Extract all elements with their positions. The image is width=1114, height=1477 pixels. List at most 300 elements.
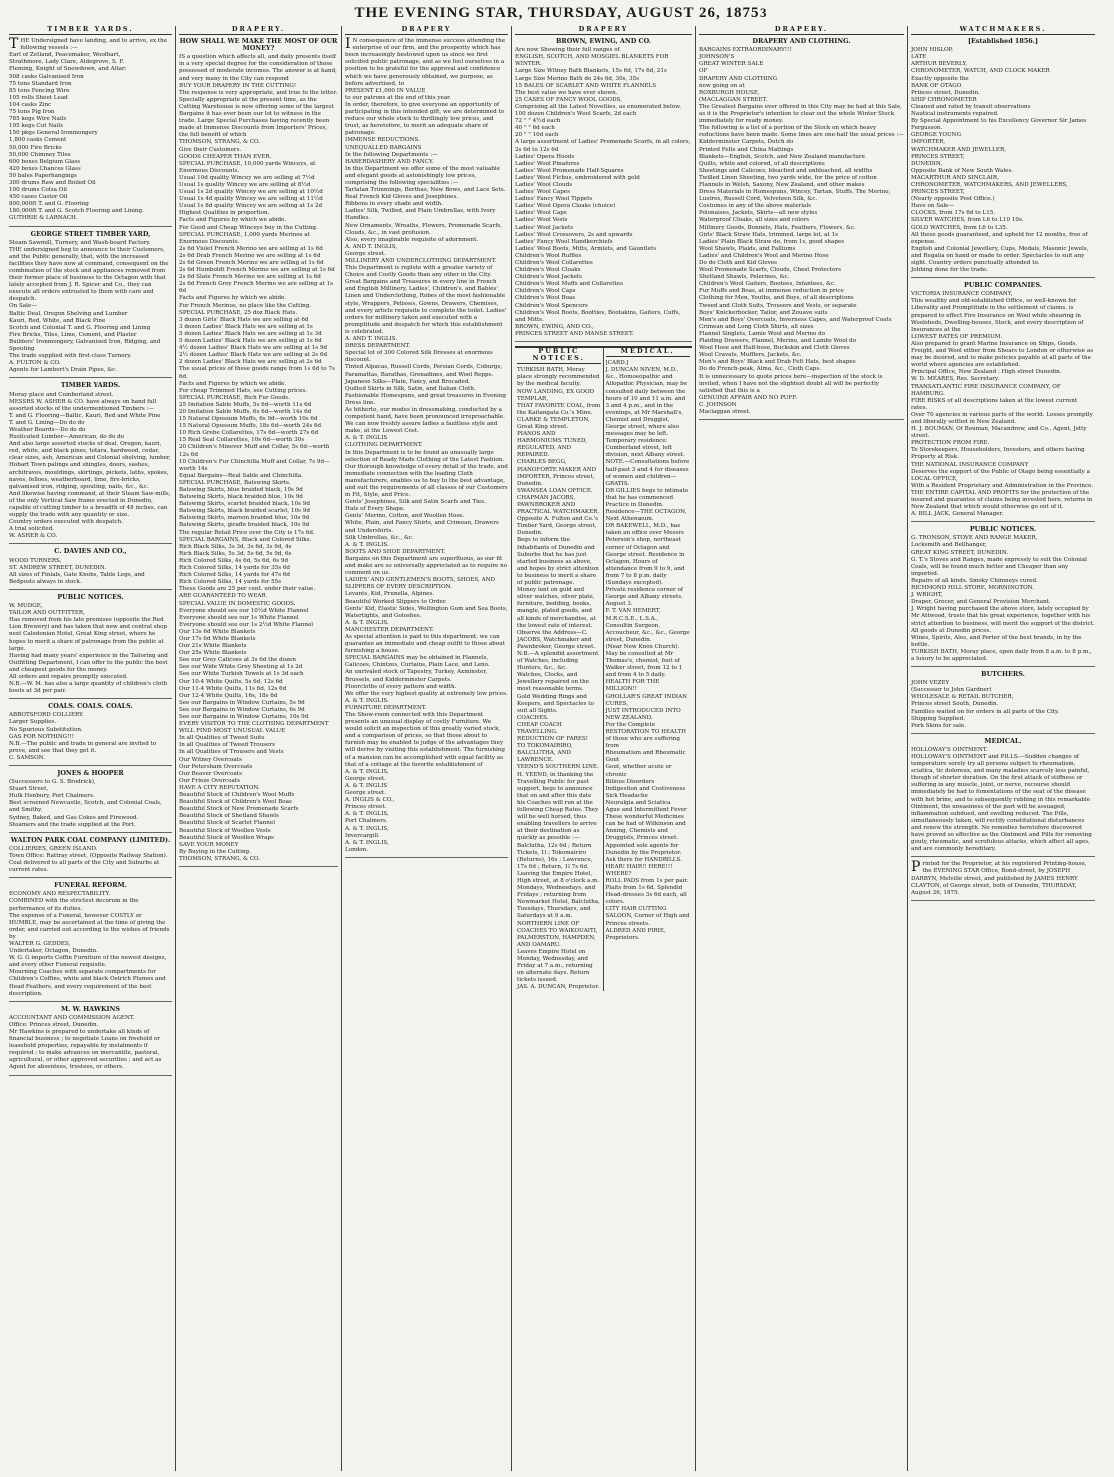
ad-text: Batswing Skirts, black braided blue, 10s 9d bbox=[179, 494, 303, 501]
ad-text: Our Petersham Overcoats bbox=[179, 763, 253, 770]
ad-text: JOHN HISLOP, bbox=[911, 47, 954, 54]
ad-text: Port Chalmers. bbox=[345, 818, 388, 825]
notice-text: Consultin Surgeon, Accoucheur, &c., &c., George street, Dunedin. bbox=[605, 622, 690, 643]
ad-text: Gents' Merino, Cotton, and Woollen Hose. bbox=[345, 513, 465, 520]
column-4 bbox=[512, 26, 696, 1471]
ad-text: ABBOTSFORD COLLIERY. bbox=[9, 712, 84, 719]
ad-text: T. and G. Lining—Do do do bbox=[9, 419, 85, 426]
ad-text: A. AND T. INGLIS, bbox=[345, 243, 398, 250]
ad-text: SPECIAL BARGAINS, Black and Colored Silks. bbox=[179, 536, 312, 543]
ad-text: Steamers and the trade supplied at the Port. bbox=[9, 821, 136, 828]
ad-title: PUBLIC NOTICES. bbox=[969, 525, 1037, 534]
ad-text: GREAT KING STREET, DUNEDIN. bbox=[911, 549, 1009, 556]
ad-text: CLOTHING DEPARTMENT. bbox=[345, 442, 423, 449]
ad-text: to our patrons at the end of this year. bbox=[345, 94, 451, 101]
ad-text: Families waited on for orders in all parts of the City. bbox=[911, 708, 1060, 715]
ad-text: SHIP CHRONOMETER bbox=[911, 96, 977, 103]
ad-title: PUBLIC NOTICES. bbox=[57, 592, 124, 601]
ad-text: SPECIAL PURCHASE, 1,000 yards Merinos at Enormous Discounts. bbox=[179, 231, 310, 245]
ad-text: 2 dozen Ladies' Black Hats we are selling at 2s 6d bbox=[179, 359, 322, 366]
ad-text: SPECIAL VALUE IN DOMESTIC GOODS. bbox=[179, 600, 296, 607]
ad-text: 3 dozen Ladies' Black Hats we are selling at 1s bbox=[179, 323, 313, 330]
ad-text: Our 11-4 White Quilts, 11s 6d, 12s 6d bbox=[179, 685, 287, 692]
public-heading: PUBLIC NOTICES. bbox=[517, 348, 601, 364]
ad-text: Are now Showing their full ranges of bbox=[515, 47, 620, 54]
ad-text: Children's Wool Collarettes bbox=[515, 260, 593, 266]
ad-text: Batswing Skirts, giraffe braided black, 10s 9d bbox=[179, 522, 310, 529]
ad-text: Give their Customers. bbox=[179, 146, 242, 153]
ad-text: PRINCES STREET AND MANSE STREET. bbox=[515, 330, 634, 337]
ad-text: A. BILL JACK, General Manager. bbox=[911, 511, 1004, 518]
ad-text: Undertaker, Octagon, Dunedin. bbox=[9, 948, 98, 955]
ad-text: ST. ANDREW STREET, DUNEDIN. bbox=[9, 564, 107, 571]
ad-title: PUBLIC COMPANIES. bbox=[964, 281, 1042, 290]
ad-text: 25 Imitation Sable Muffs, 5s 6d—worth 11s 6d bbox=[179, 401, 312, 408]
ad-text: 150 pkgs General Ironmongery bbox=[9, 130, 98, 137]
ad-text: ECONOMY AND RESPECTABILITY. bbox=[9, 891, 111, 898]
ad-text: Rusticated Lumber—American, do do do bbox=[9, 434, 125, 441]
ad-text: 20 " " 10d each bbox=[515, 132, 559, 139]
ad-text: Wool Cravats, Mufflers, Jackets, &c. bbox=[699, 352, 802, 359]
advertisement bbox=[9, 231, 172, 379]
ad-text: W. ASHER & CO. bbox=[9, 533, 58, 540]
ad-text: 2s 6d French Grey French Merino we are selling at 1s 6d bbox=[179, 281, 334, 295]
ad-text: MACARTHUR AND SINCLAIR, bbox=[911, 174, 999, 181]
ad-text: HABERDASHERY AND FANCY. bbox=[345, 158, 434, 165]
ad-text: The usual prices of these goods range from 1s 6d to 7s 6d. bbox=[179, 366, 335, 380]
notice-text: May be consulted at Mr Thomas's, chemist, foot of Walker street, from 12 to 1 and from 4 to 5 daily. bbox=[605, 650, 683, 679]
ad-text: Princes street South, Dunedin. bbox=[911, 701, 999, 708]
ad-title: BUTCHERS. bbox=[981, 670, 1025, 679]
ad-text: And likewise having command, at their Steam Saw-mills, of the only Vertical Saw frame erected in Dunedin, capable of cutting timber to a breadth of 48 inches, can supply the trade with any quantity or size. bbox=[9, 490, 171, 519]
ad-text: WATCHMAKER AND JEWELLER, bbox=[911, 146, 1006, 153]
ad-text: LOCAL OFFICE, bbox=[911, 475, 958, 482]
ad-text: A. FULTON & CO. bbox=[9, 360, 61, 367]
ad-text: Nautical instruments repaired. bbox=[911, 111, 999, 118]
ad-text: 20 Children's Minever Muff and Collar, 5s 6d—worth 12s 6d bbox=[179, 444, 330, 458]
notice-text: THAT FAVORITE COAL, from the Kaitangata Co.'s Mine. bbox=[517, 402, 601, 416]
ad-text: To Storekeepers, Householders, Investors, and others having Property at Risk. bbox=[911, 447, 1085, 461]
notice-text: Gold Wedding Rings and Keepers, and Spectacles to suit all Sights. bbox=[517, 693, 594, 714]
ad-title: FUNERAL REFORM. bbox=[54, 881, 127, 890]
ad-text: 2s 6d Humboldt French Merino we are selling at 1s 6d bbox=[179, 267, 335, 274]
ad-text: Do do Cloth and Kid Gloves bbox=[699, 260, 778, 266]
ad-text: The Greatest Bargains ever offered in this City may be had at this Sale, as it is the Proprietor's intention to clear out the whole Winter Stock immediately for ready money. bbox=[699, 103, 902, 125]
ad-text: Beautiful Worked Slippers to Order. bbox=[345, 598, 447, 605]
ad-text: Gents' Josephines, Silk and Satin Scarfs and Ties. bbox=[345, 499, 486, 506]
column-heading: DRAPERY. bbox=[179, 26, 338, 35]
ad-text: GENUINE AFFAIR AND NO PUFF. bbox=[699, 394, 798, 401]
masthead-title: THE EVENING STAR, THURSDAY, AUGUST 26, 1875 bbox=[354, 4, 760, 21]
ad-text: Printed for the Proprietor, at his registered Printing-house, the EVENING STAR Office, Bond-street, by JOSEPH DARBYN, Melville street, and published by JAMES HENRY CLAYTON, of George street, both of Dunedin, THURSDAY, August 26, 1875. bbox=[911, 859, 1087, 896]
notice-text: JUST INTRODUCED INTO NEW ZEALAND. bbox=[605, 707, 681, 721]
ad-text: Batswing Skirts, black braided scarlet, 10s 9d bbox=[179, 508, 310, 515]
ad-text: 15 Natural Opossum Muffs, 6s 9d—worth 10s 6d bbox=[179, 416, 318, 423]
notice-text: CITY HAIR CUTTING SALOON, Corner of High and Princes streets. bbox=[605, 906, 690, 927]
notice-text: DR BAKEWELL, M.D., has taken an office over Messrs Peterson's shop, northeast corner of Octagon and George street. Residence in Octagon. Hours of attendance from 9 to 9, and from 7 to 8 p.m. daily (Sundays excepted). bbox=[605, 523, 685, 587]
ad-text: TAILOR AND OUTFITTER, bbox=[9, 610, 85, 617]
ad-text: By Special Appointment to his Excellency Governor Sir James Fergusson. bbox=[911, 118, 1087, 132]
ad-text: FIRE RISKS of all descriptions taken at the lowest current rates. bbox=[911, 397, 1078, 411]
ad-text: HAVE A CITY REPUTATION. bbox=[179, 784, 260, 791]
ad-text: SPECIAL BARGAINS may be obtained in Flannels, Calicoes, Chintzes, Curtains, Plain Lace, and Leno. bbox=[345, 655, 490, 669]
ad-text: 75 tons Pig Iron bbox=[9, 109, 55, 116]
ad-text: Ladies' Fancy Wool Tippets bbox=[515, 196, 593, 203]
ad-text: Mr Hawkins is prepared to undertake all kinds of financial business ; to negotiate Loans on freehold or leasehold properties, repayable by instalments if required ; to make advances on mercantile, pastoral, agricultural, or other approved securities ; and act as Agent for absentees, trustees, or others. bbox=[9, 1029, 162, 1071]
ad-text: 100 dozen Children's Wool Scarfs, 2d each bbox=[515, 111, 637, 118]
ad-text: Large Size Witney Bath Blankets, 15s 6d, 17s 6d, 21s bbox=[515, 68, 667, 75]
ad-text: Ladies' Wool Fichus, embroidered with gold bbox=[515, 174, 640, 181]
notice-text: Ague and Intermittent Fever bbox=[605, 807, 687, 814]
ad-text: This wealthy and old-established Office, so well-known for Liberality and Promptitude in the settlement of claims, is prepared to effect Fire Insurance on Wool while shearing in Woolsheds, Dwelling-houses, Stock, and every description of Insurances at the bbox=[911, 298, 1084, 333]
ad-text: THOMSON, STRANG, & CO. bbox=[179, 139, 261, 146]
ad-text: Hats of Every Shape. bbox=[345, 506, 405, 513]
notice-text: Gout, whether acute or chronic bbox=[605, 764, 672, 778]
ad-text: Tarlatan Trimmings, Berthas, New Bows, and Lace Sets. bbox=[345, 187, 506, 194]
ad-text: THE ENTIRE CAPITAL AND PROFITS for the protection of the insured and guarantee of claims being invested here, returns in New Zealand that which would otherwise go out of it. bbox=[911, 489, 1093, 511]
notice-text: DR GILLIES begs to intimate that he has commenced Practice in Dunedin. bbox=[605, 487, 689, 508]
ad-text: Polonaises, Jackets, Skirts—all new styles bbox=[699, 210, 818, 217]
advertisement bbox=[699, 38, 904, 420]
notice-text: SWANSEA LOAN OFFICE. bbox=[517, 487, 593, 494]
ad-text: ACCOUNTANT AND COMMISSION AGENT. bbox=[9, 1014, 135, 1021]
ad-text: 420 boxes Chances Glass bbox=[9, 165, 81, 172]
ad-text: In all Qualities of Tweed Suits bbox=[179, 735, 265, 742]
ad-text: Flannel Singlets, Lamie Wool and Merino do bbox=[699, 330, 826, 337]
column-heading: DRAPERY bbox=[515, 26, 692, 35]
ad-text: W. G. G imports Coffin Furniture of the newest designs, and every other Funeral requisite. bbox=[9, 955, 167, 969]
ad-text: GEORGE YOUNG bbox=[911, 132, 962, 139]
ad-text: Maclaggan street. bbox=[699, 408, 751, 415]
ad-text: GAS FOR NOTHING!!! bbox=[9, 733, 74, 740]
ad-text: The following is a list of a portion of the Stock on which heavy reductions have been made. Some lines are one-half the usual prices :— bbox=[699, 125, 904, 139]
ad-text: OF bbox=[699, 68, 708, 75]
ad-text: Sydney, Baked, and Gas Cokes and Firewood. bbox=[9, 814, 139, 821]
notice-text: CHEAP COACH TRAVELLING. bbox=[517, 721, 562, 735]
ad-text: FURNITURE DEPARTMENT. bbox=[345, 704, 427, 711]
ad-text: Rich Colored Silks, 14 yards for 55s bbox=[179, 579, 282, 586]
notice-text: ALDRED AND PIRIE, Proprietors. bbox=[605, 927, 666, 941]
medical-section bbox=[604, 348, 693, 991]
ad-text: 2s 6d Green French Merino we are selling at 1s 6d bbox=[179, 260, 324, 266]
notice-text: Opposite A. Fulton and Co.'s Timber Yard, George street, Dunedin. bbox=[517, 516, 599, 537]
ad-text: IN consequence of the immense success attending the enterprise of our firm, and the prosperity which has been increasingly bestowed upon us since we first solicited public patronage, and as we feel ourselves in a position to be grateful for the approval and confidence which we have generously obtained, we purpose, as before advertised, to bbox=[345, 36, 506, 87]
ad-text: Ladies' Wool Opera Cloaks (choice) bbox=[515, 203, 616, 210]
ad-text: WILL FIND MOST UNUSUAL VALUE bbox=[179, 728, 286, 735]
notice-text: N.B.—A splendid assortment of Watches, including Hunters, &c., &c. bbox=[517, 650, 599, 672]
ad-text: No Spurious Substitution. bbox=[9, 726, 83, 733]
ad-text: Millinery Goods, Bonnets, Hats, Feathers, Flowers, &c. bbox=[699, 224, 856, 231]
ad-text: TURKISH BATH, Moray place, open daily from 8 a.m. to 8 p.m., a luxury to be appreciated. bbox=[911, 648, 1092, 662]
ad-text: 800,000ft T. and G. Flooring bbox=[9, 201, 89, 208]
ad-text: Fleming, Knight of Snowdown, and Altar: bbox=[9, 66, 127, 73]
ad-text: Usual 1s 4d quality Wincey we are selling at 11½d bbox=[179, 196, 323, 203]
advertisement bbox=[911, 671, 1095, 734]
ad-text: 85 tons Fencing Wire bbox=[9, 87, 70, 94]
ad-text: Ladies' and Children's Wool and Merino Hose bbox=[699, 252, 829, 259]
ad-text: The regular Retail Price over the City is 17s 6d. bbox=[179, 529, 315, 536]
notice-text: Watches, Clocks, and Jewellery repaired on the most reasonable terms. bbox=[517, 672, 590, 693]
notice-text: NORTHERN LINE OF COACHES TO WAIKOUAITI, PALMERSTON, HAMPDEN, AND OAMARU. bbox=[517, 920, 598, 948]
notice-text: Residence—THE OCTAGON, Next Athenæum. bbox=[605, 509, 687, 523]
ad-text: TRANSATLANTIC FIRE INSURANCE COMPANY, OF HAMBURG. bbox=[911, 383, 1061, 397]
notice-text: JAS. A. DUNCAN, Proprietor. bbox=[517, 984, 600, 991]
ad-text: Usual 1s 2d quality Wincey we are selling at 10½d bbox=[179, 189, 323, 196]
ad-text: Men's and Boys' Black and Drab Felt Hats, best shapes bbox=[699, 359, 856, 366]
ad-text: Our 17s 6d White Blankets bbox=[179, 635, 256, 642]
ad-text: Flannels in Welsh, Saxony, New Zealand, and other makes bbox=[699, 181, 865, 188]
ad-text: Usual 1s 8d quality Wincey we are selling at 1s 2d bbox=[179, 203, 323, 210]
ad-text: 4½ dozen Ladies' Black Hats we are selling at 1s 9d bbox=[179, 345, 328, 352]
ad-text: BUY YOUR DRAPERY IN THE CUTTING! bbox=[179, 82, 297, 89]
notice-text: Bilious Disorders bbox=[605, 778, 655, 785]
notice-text: CHARLES BEGG, PIANOFORTE MAKER AND IMPORTER, Princes street, Dunedin. bbox=[517, 459, 597, 487]
ad-text: Exactly opposite the bbox=[911, 75, 969, 82]
notice-text: H. YEEND, in thanking the Travelling Public for past support, begs to announce that on and after this date his Coaches will run at the following Cheap Rates. They will be well horsed, thus enabling travellers to arrive at their destination as quickly as possible :—Balclutha, 12s 6d ; Return Tickets, 1l ; Tokomairiro (Returns), 16s ; Lawrence, 17s 6d ; Return, 1l 7s 6d. bbox=[517, 771, 599, 870]
ad-text: 25 CASES OF FANCY WOOL GOODS, bbox=[515, 96, 623, 103]
notice-text: Appointed sole agents for Dunedin by the Proprietor. bbox=[605, 842, 682, 856]
ad-text: For cheap Trimmed Hats, see Cutting prices. bbox=[179, 387, 308, 394]
ad-text: Princes street, Dunedin. bbox=[911, 89, 980, 96]
ad-text: Ladies' Wool Promenade Half-Squares bbox=[515, 167, 624, 174]
ad-text: C. JOHNSON bbox=[699, 401, 737, 408]
ad-text: Moray place and Cumberland street. bbox=[9, 391, 114, 398]
ad-text: DRAPERY AND CLOTHING bbox=[699, 75, 778, 82]
ad-text: Rich Black Silks, 5s 3d, 5s 6d, 5s 9d, 6s bbox=[179, 550, 292, 557]
page-number: 3 bbox=[760, 5, 768, 20]
column-2 bbox=[176, 26, 342, 1471]
ad-text: CHRONOMETER, WATCHMAKERS, AND JEWELLERS, bbox=[911, 181, 1068, 188]
ad-text: H. J. BOUMAN, Of Bouman, Macandrew, and Co., Agent, Jetty street. bbox=[911, 426, 1087, 440]
ad-text: In all Qualities of Trousers and Vests bbox=[179, 749, 284, 756]
ad-text: 2s 6d Slate French Merino we are selling at 1s 6d bbox=[179, 274, 321, 281]
notice-text: J. DUNCAN NIVEN, M.D., &c., Homoeopathic and Allopathic Physician, may be consulted daily between the hours of 10 and 11 a.m. and 3 and 4 p.m., and in the evenings, at Mr Marshall's, Chemist and Druggist, George street, where also messages may be left. Temporary residence: Cumberland street, left division, next Albany street. bbox=[605, 367, 688, 459]
ad-text: London. bbox=[345, 846, 369, 853]
ad-text: White, Plain, and Fancy Shirts, and Crimean, Drawers and Undershirts. bbox=[345, 520, 499, 534]
ad-text: Printed Felts and China Mattings bbox=[699, 146, 794, 153]
ad-text: LOWEST RATES OF PREMIUM. bbox=[911, 333, 1003, 340]
ad-text: (Successor to John Gardner) bbox=[911, 687, 992, 694]
ad-text: Ladies' Wool Capes bbox=[515, 189, 570, 196]
ad-text: Costumes in any of the above materials bbox=[699, 203, 812, 210]
ad-text: Kidderminster Carpets, Dutch do bbox=[699, 139, 794, 146]
notice-text: These wonderful Medicines can be had of Wilkinson and Anning, Chemists and Druggists, Princes street. bbox=[605, 814, 686, 842]
notice-text: Leaving the Empire Hotel, High street, at 8 o'clock a.m. Mondays, Wednesdays, and Fridays ; returning from Newmarket Hotel, Balclutha, Tuesdays, Thursdays, and Saturdays at 9 a.m. bbox=[517, 870, 600, 920]
ad-text: Facts and Figures by which we abide. bbox=[179, 217, 287, 224]
columns-container bbox=[6, 26, 1108, 1471]
ad-text: 785 kegs Wire Nails bbox=[9, 116, 67, 123]
ad-text: Children's Wool Ruffles bbox=[515, 252, 582, 259]
ad-text: IS a question which affects all, and daily presents itself in a very special degree for the consideration of those possessed of moderate incomes. The answer is at hand, and very many in the City can respond bbox=[179, 54, 337, 82]
ad-text: LADIES' AND GENTLEMEN'S BOOTS, SHOES, AND SLIPPERS OF EVERY DESCRIPTION. bbox=[345, 577, 495, 591]
ad-text: Agents for Lambert's Drain Pipes, &c. bbox=[9, 367, 118, 374]
ad-text: BOOTS AND SHOE DEPARTMENT. bbox=[345, 548, 446, 555]
ad-text: Wool Shawls, Plaids, and Falliums bbox=[699, 245, 796, 252]
ad-text: BROWN, EWING, AND CO., bbox=[515, 323, 594, 330]
notice-text: (Near New Knox Church). bbox=[605, 643, 680, 650]
ad-text: Our 25s White Blankets bbox=[179, 650, 247, 657]
ad-text: See our Wide White Grey Sheeting at 1s 2d bbox=[179, 664, 303, 671]
ad-text: As hitherto, our modes in dressmaking, conducted by a competent hand, have been pronounced irreproachable. We can now freshly assure ladies a faultless style and make, at the Lowest Cost. bbox=[345, 406, 505, 435]
notice-text: PIANOS AND HARMONIUMS TUNED, REGULATED, AND REPAIRED. bbox=[517, 431, 588, 459]
ad-text: Ladies' Wool Caps bbox=[515, 210, 567, 217]
ad-text: Tinted Alpacas, Russell Cords, Persian Cords, Coburgs, Paramattas, Barathas, Grenadines, and Wool Repps. bbox=[345, 364, 503, 378]
ad-text: See our Bargains in Window Curtains, 5s 9d bbox=[179, 699, 305, 706]
ad-text: Quilts, white and colored, of all descriptions bbox=[699, 160, 825, 167]
ad-text: A. & T. INGLIS. bbox=[345, 619, 389, 626]
ad-text: Our 21s White Blankets bbox=[179, 643, 247, 650]
ad-title: DRAPERY AND CLOTHING. bbox=[752, 37, 851, 46]
ad-text: SAVE YOUR MONEY bbox=[179, 841, 239, 848]
ad-text: THE Undersigned have landing, and to arrive, ex the following vessels :— bbox=[9, 36, 168, 53]
ad-text: Deserves the support of the Public of Otago being essentially a bbox=[911, 468, 1090, 475]
ad-text: Plaiding Drawers, Flannel, Merino, and Lambs Wool do bbox=[699, 338, 857, 345]
ad-text: Coal delivered to all parts of the City and Suburbs at current rates. bbox=[9, 860, 160, 874]
ad-text: English and Colonial Jewellery, Cups, Medals, Masonic Jewels, and Regalia on hand or made to order. Spectacles to suit any sight. Country orders punctually attended to. bbox=[911, 245, 1089, 266]
ad-text: ARE GUARANTEED TO WEAR. bbox=[179, 593, 268, 600]
ad-text: Princes street. bbox=[345, 804, 387, 811]
ad-text: The expense of a Funeral, however COSTLY or HUMBLE, may be ascertained at the time of giving the order, and carried out according to the wishes of friends by bbox=[9, 912, 170, 940]
advertisement bbox=[345, 38, 508, 858]
ad-title: HOW SHALL WE MAKE THE MOST OF OUR MONEY? bbox=[179, 37, 338, 53]
ad-text: Real French Kid Gloves and Josephines. bbox=[345, 194, 459, 201]
ad-text: Clothing for Men, Youths, and Boys, of all descriptions bbox=[699, 295, 854, 302]
ad-title: COALS. COALS. COALS. bbox=[48, 702, 133, 711]
ad-text: Quilted Skirts in Silk, Satin, and Italian Cloth. bbox=[345, 385, 476, 392]
ad-text: Invercargill. bbox=[345, 832, 380, 839]
ad-text: Equal Bargains—Real Sable and Chinchilla. bbox=[179, 472, 303, 479]
ad-text: Beautiful Stock of Shetland Shawls bbox=[179, 813, 279, 820]
ad-text: 10 Children's Fur Chinchilla Muff and Collar, 7s 9d—worth 14s bbox=[179, 458, 330, 472]
ad-text: MANCHESTER DEPARTMENT. bbox=[345, 626, 434, 633]
notice-text: Money lent on gold and silver watches, silver plate, furniture, bedding, books, mangle, plated goods, and all kinds of merchandise, at the lowest rate of interest. bbox=[517, 587, 596, 629]
column-5 bbox=[696, 26, 908, 1471]
ad-text: A. & T. INGLIS, bbox=[345, 811, 389, 818]
ad-text: Our Frieze Overcoats bbox=[179, 777, 241, 784]
ad-text: See our Bargains in Window Curtains, 10s 9d bbox=[179, 714, 309, 720]
ad-text: Have on Sale— bbox=[911, 203, 955, 210]
ad-text: Ladies' Plain Black Straw do, from 1s, good shapes bbox=[699, 238, 845, 245]
advertisement bbox=[911, 738, 1095, 858]
ad-text: Our Beaver Overcoats bbox=[179, 770, 243, 777]
ad-text: Bargains on this Department are superfluous, as our fit and make are so universally appreciated as to require no comment on us. bbox=[345, 555, 508, 577]
notice-text: NOTE.—Consultations before half-past 3 and 4 for diseases of women and children—GRATIS. bbox=[605, 459, 690, 487]
ad-text: 75 tons Standard Iron bbox=[9, 80, 72, 87]
ad-text: Batswing Skirts, blue braided black, 10s 9d bbox=[179, 487, 303, 493]
ad-text: UNEQUALLED BARGAINS bbox=[345, 144, 422, 151]
ad-text: See our Bargains in Window Curtains, 6s 9d bbox=[179, 706, 305, 713]
advertisement bbox=[9, 703, 172, 766]
ad-text: George street. bbox=[345, 775, 386, 782]
ad-text: 195 kegs Cut Nails bbox=[9, 123, 63, 130]
ad-text: Beautiful Stock of New Promenade Scarfs bbox=[179, 806, 299, 813]
ad-title: M. W. HAWKINS bbox=[60, 1004, 120, 1013]
notice-text: COACHES. bbox=[517, 714, 549, 721]
ad-text: On Sale— bbox=[9, 303, 37, 310]
ad-text: 1,800 casks Cement bbox=[9, 137, 67, 144]
ad-text: PRESENT £1,000 IN VALUE bbox=[345, 87, 426, 94]
ad-text: A. & T. INGLIS. bbox=[345, 541, 389, 548]
ad-text: Twilled Linen Sheeting, two yards wide, for the price of cotton bbox=[699, 174, 877, 181]
ad-title: [Established 1856.] bbox=[968, 37, 1038, 46]
ad-text: SPECIAL PURCHASE, Batswing Skirts. bbox=[179, 479, 291, 486]
ad-text: The Show-room connected with this Department presents an unusual display of costly Furniture. We would solicit an inspection of this greatly varied stock, and a comparison of prices, so that those about to furnish may be enabled to judge of the advantages they will derive by visiting this establishment. The furnishing of a mansion can be accomplished with equal facility as that of a cottage at the favorite establishment of bbox=[345, 712, 505, 768]
notice-text: Private residence corner of George and Albany streets. bbox=[605, 587, 683, 601]
ad-text: CLOCKS, from 17s 6d to L15. bbox=[911, 210, 996, 217]
ad-text: RICHMOND HILL STORE, MORNINGTON. bbox=[911, 585, 1034, 592]
ad-text: W. D. MEARES, Res. Secretary. bbox=[911, 376, 1000, 383]
ad-text: Sheetings and Calicoes, bleached and unbleached, all widths bbox=[699, 167, 873, 174]
ad-text: THE undersigned beg to announce to their Customers, and the Public generally, that, with the increased facilities they have now at command, consequent on the combination of the stock and appliances removed from their former place of business to the Octagon with that lately accepted from J. R. Spicer and Co., they can execute all orders entrusted to them with care and despatch. bbox=[9, 246, 169, 303]
ad-text: For Good and Cheap Winceys buy in the Cutting. bbox=[179, 224, 318, 231]
notice-text: Neuralgia and Sciatica bbox=[605, 799, 671, 806]
notice-text: REDUCTION OF FARES! bbox=[517, 736, 589, 743]
ad-text: Fire Bricks, Tiles, Lime, Cement, and Plaster bbox=[9, 331, 137, 338]
ad-text: Children's Wool Boots, Bootties, Bootakins, Gaiters, Cuffs, and Mitts. bbox=[515, 309, 681, 323]
notice-text: Indigestion and Costiveness bbox=[605, 785, 686, 792]
ad-text: The response is very appropriate, and true to the letter. Specially appropriate at the present time, as the Cutting Warehouse is now offering some of the largest Bargains it has ever been our lot to witness in the trade. Large Special Purchases having recently been made at Immense Discounts from Importers' Prices, the full benefit of which bbox=[179, 89, 338, 139]
ad-text: A. & T. INGLIS bbox=[345, 782, 388, 789]
ad-text: Wines, Spirits, Ales, and Porter of the best brands, in by the bottle. bbox=[911, 634, 1082, 648]
ad-text: Hulk Henbury, Port Chalmers. bbox=[9, 793, 95, 800]
ad-text: Levants, Kid, Prunella, Alpines. bbox=[345, 591, 435, 598]
ad-text: Beautiful Stock of Woollen Wraps bbox=[179, 834, 274, 841]
ad-title: WALTON PARK COAL COMPANY (LIMITED). bbox=[10, 835, 171, 844]
ad-text: We offer the very highest quality at extremely low prices. bbox=[345, 690, 508, 697]
ad-text: 2s 6d Drab French Merino we are selling at 1s 6d bbox=[179, 252, 321, 259]
ad-text: A. & T. INGLIS, bbox=[345, 839, 389, 846]
ad-text: JOHNSON'S bbox=[699, 54, 735, 61]
ad-text: GUTHRIE & LARNACH. bbox=[9, 215, 78, 222]
ad-text: G. T.'s Stoves and Ranges, made expressly to suit the Colonial Coals, will be found much better and Cheaper than any imported. bbox=[911, 556, 1087, 577]
notice-text: TO TOKOMAIRIRO, BALCLUTHA, AND LAWRENCE. bbox=[517, 743, 573, 764]
ad-text: VICTORIA INSURANCE COMPANY, bbox=[911, 291, 1013, 298]
ad-text: 180,000ft T. and G. Scotch Flooring and Lining. bbox=[9, 208, 144, 215]
notice-text: TURKISH BATH, Moray place strongly recommended by the medical faculty. bbox=[517, 367, 600, 388]
ad-text: 3 dozen Girls' Black Hats we are selling at 6d bbox=[179, 316, 309, 323]
ad-text: Scotch and Colonial T. and G. Flooring and Lining bbox=[9, 324, 151, 331]
ad-text: THOMSON, STRANG, & CO. bbox=[179, 855, 261, 862]
column-heading: WATCHMAKERS. bbox=[911, 26, 1095, 35]
notice-text: Rheumatism and Rheumatic Gout bbox=[605, 750, 686, 764]
ad-text: 104 casks Zinc bbox=[9, 101, 52, 108]
ad-text: Opposite Bank of New South Wales. bbox=[911, 167, 1014, 174]
ad-text: Highest Qualities in proportion. bbox=[179, 210, 270, 217]
masthead bbox=[0, 0, 1114, 26]
ad-text: 50 bales Paperhangings bbox=[9, 172, 77, 179]
ad-text: BANK OF OTAGO bbox=[911, 82, 962, 89]
ad-text: EVERY VISITOR TO THE CLOTHING DEPARTMENT bbox=[179, 721, 329, 728]
ad-text: COMBINED with the strictest decorum in the performance of its duties. bbox=[9, 898, 139, 912]
ad-text: IMMENSE REDUCTIONS. bbox=[345, 137, 420, 144]
ad-text: A. AND T. INGLIS. bbox=[345, 336, 398, 343]
ad-text: Wool Hose and Half-hose, Buckskin and Cloth Gloves bbox=[699, 345, 850, 352]
ad-text: In order, therefore, to give everyone an opportunity of participating in this intended gift, we are determined to reduce our whole stock to thrillingly low prices, and trust, as heretofore, to merit an adequate share of patronage. bbox=[345, 101, 505, 137]
ad-text: The trade supplied with first-class Turnery. bbox=[9, 353, 132, 360]
ad-text: Builders' Ironmongery, Galvanised Iron, Ridging, and Spouting bbox=[9, 338, 161, 353]
ad-text: Facts and Figures by which we abide. bbox=[179, 295, 287, 302]
ad-text: Ladies' Wool Clouds bbox=[515, 181, 573, 188]
ad-text: GOODS CHEAPER THAN EVER. bbox=[179, 153, 272, 160]
ad-text: An unrivaled stock of Tapestry, Turkey, Axminster, Brussels, and Kidderminster Carpets. bbox=[345, 669, 488, 683]
advertisement bbox=[9, 1006, 172, 1076]
ad-text: G. TRONSON, STOVE AND RANGE MAKER, bbox=[911, 535, 1038, 542]
ad-text: 600 boxes Belgium Glass bbox=[9, 158, 81, 165]
ad-text: As special attention is paid to this department, we can guarantee an immediate and cheap outfit to those about furnishing a house. bbox=[345, 633, 505, 655]
column-6 bbox=[908, 26, 1098, 1471]
ad-text: Comprising all the Latest Novelties, as enumerated below. bbox=[515, 103, 682, 110]
ad-text: In the following Departments :— bbox=[345, 151, 438, 158]
